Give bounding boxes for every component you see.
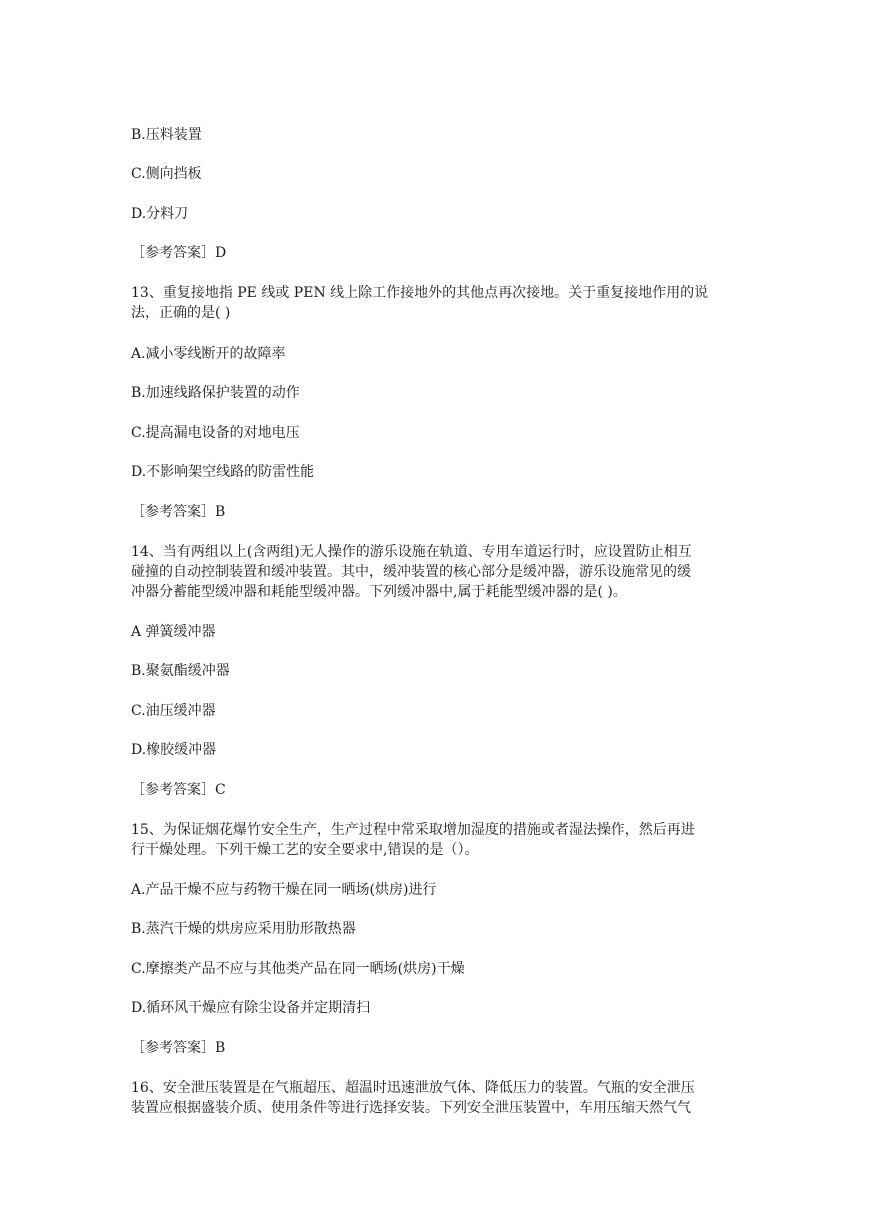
option-q12-c: C.侧向挡板 — [131, 166, 202, 182]
question-q16-stem-line-2: 装置应根据盛装介质、使用条件等进行选择安装。下列安全泄压装置中，车用压缩天然气气 — [131, 1100, 691, 1116]
question-q14-stem-line-2: 碰撞的自动控制装置和缓冲装置。其中，缓冲装置的核心部分是缓冲器，游乐设施常见的缓 — [131, 564, 691, 580]
option-q13-a: A.减小零线断开的故障率 — [131, 346, 286, 362]
answer-q13: ［参考答案］B — [131, 504, 226, 520]
option-q14-b: B.聚氨酯缓冲器 — [131, 663, 230, 679]
option-q14-c: C.油压缓冲器 — [131, 703, 216, 719]
option-q15-a: A.产品干燥不应与药物干燥在同一晒场(烘房)进行 — [131, 882, 437, 898]
option-q15-d: D.循环风干燥应有除尘设备并定期清扫 — [131, 1000, 371, 1016]
question-q15-stem-line-1: 15、为保证烟花爆竹安全生产，生产过程中常采取增加湿度的措施或者湿法操作，然后再进 — [131, 822, 695, 838]
option-q14-d: D.橡胶缓冲器 — [131, 742, 217, 758]
question-q16-stem-line-1: 16、安全泄压装置是在气瓶超压、超温时迅速泄放气体、降低压力的装置。气瓶的安全泄压 — [131, 1080, 695, 1096]
question-q15-stem-line-2: 行干燥处理。下列干燥工艺的安全要求中,错误的是（）。 — [131, 842, 479, 858]
option-q12-b: B.压料装置 — [131, 127, 202, 143]
answer-q14: ［参考答案］C — [131, 782, 226, 798]
option-q13-d: D.不影响架空线路的防雷性能 — [131, 464, 315, 480]
option-q14-a: A 弹簧缓冲器 — [131, 624, 216, 640]
option-q13-b: B.加速线路保护装置的动作 — [131, 385, 300, 401]
option-q15-c: C.摩擦类产品不应与其他类产品在同一晒场(烘房)干燥 — [131, 961, 465, 977]
answer-q12: ［参考答案］D — [131, 245, 227, 261]
option-q15-b: B.蒸汽干燥的烘房应采用肋形散热器 — [131, 921, 356, 937]
question-q14-stem-line-1: 14、当有两组以上(含两组)无人操作的游乐设施在轨道、专用车道运行时，应设置防止相互 — [131, 544, 692, 560]
option-q13-c: C.提高漏电设备的对地电压 — [131, 425, 300, 441]
question-q14-stem-line-3: 冲器分蓄能型缓冲器和耗能型缓冲器。下列缓冲器中,属于耗能型缓冲器的是( )。 — [131, 584, 627, 600]
question-q13-stem-line-1: 13、重复接地指 PE 线或 PEN 线上除工作接地外的其他点再次接地。关于重复接地作用的说 — [131, 285, 709, 301]
answer-q15: ［参考答案］B — [131, 1040, 226, 1056]
question-q13-stem-line-2: 法，正确的是( ) — [131, 305, 231, 321]
option-q12-d: D.分料刀 — [131, 206, 189, 222]
